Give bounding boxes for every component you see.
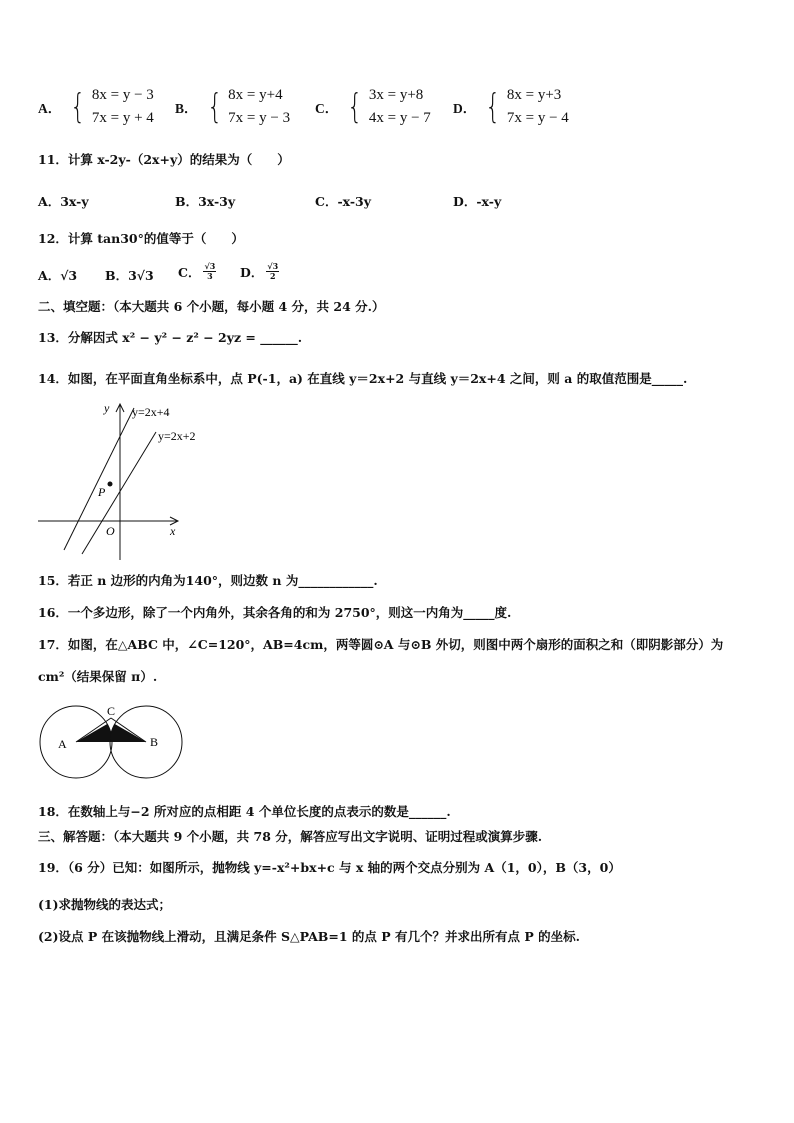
option-label: B． — [175, 101, 198, 116]
option-label: C． — [178, 264, 201, 280]
brace: { — [206, 87, 222, 127]
q13-stem: 13．分解因式 x² − y² − z² − 2yz = ______. — [38, 330, 303, 345]
q14-coordinate-figure — [36, 394, 216, 564]
q11-option-c: C．-x-3y — [315, 194, 372, 209]
q12-stem: 12．计算 tan30°的值等于（ ） — [38, 231, 244, 246]
q12-option-c — [178, 262, 216, 281]
denominator: 3 — [207, 271, 213, 281]
q10-option-d — [453, 84, 569, 130]
q18-stem: 18．在数轴上与−2 所对应的点相距 4 个单位长度的点表示的数是______. — [38, 804, 451, 819]
section-heading-answer: 三、解答题：（本大题共 9 个小题，共 78 分，解答应写出文字说明、证明过程或演算步骤. — [38, 829, 543, 844]
q12-option-a: A．√3 — [38, 268, 78, 283]
equation-system — [482, 84, 569, 130]
equation-system — [344, 84, 431, 130]
equation: 4x = y − 7 — [368, 110, 431, 126]
option-label: A． — [38, 101, 62, 116]
denominator: 2 — [269, 271, 276, 281]
equation: 7x = y − 3 — [228, 110, 291, 126]
q19-part1: (1)求抛物线的表达式； — [38, 897, 172, 912]
equation: 3x = y+8 — [368, 87, 424, 103]
equation: 8x = y − 3 — [91, 87, 154, 103]
numerator: √3 — [204, 261, 216, 271]
equation: 8x = y+4 — [228, 87, 283, 103]
equation-system — [67, 84, 154, 130]
origin-label: O — [106, 524, 115, 538]
q17-stem-continued: cm²（结果保留 π）. — [38, 669, 158, 684]
label-a: A — [58, 737, 67, 751]
fraction — [266, 262, 279, 281]
q19-stem: 19．（6 分）已知：如图所示，抛物线 y=-x²+bx+c 与 x 轴的两个交点分别为 A（1，0），B（3，0） — [38, 860, 621, 875]
line-upper — [64, 408, 134, 550]
q11-stem: 11．计算 x-2y-（2x+y）的结果为（ ） — [38, 152, 290, 167]
point-p-label: P — [98, 485, 106, 499]
q10-option-c — [315, 84, 431, 130]
numerator: √3 — [267, 261, 279, 271]
equation: 7x = y + 4 — [91, 110, 154, 126]
option-label: D． — [240, 264, 264, 280]
equation-system — [204, 84, 291, 130]
brace: { — [347, 87, 363, 127]
equation: 7x = y − 4 — [506, 110, 569, 126]
q17-circles-figure — [36, 698, 186, 784]
q16-stem: 16．一个多边形，除了一个内角外，其余各角的和为 2750°，则这一内角为_____度. — [38, 605, 512, 620]
label-c: C — [107, 704, 116, 718]
q11-option-a: A．3x-y — [38, 194, 89, 209]
line-lower-label: y=2x+2 — [158, 429, 196, 443]
brace: { — [70, 87, 86, 127]
q11-option-b: B．3x-3y — [175, 194, 236, 209]
q10-option-b — [175, 84, 290, 130]
q19-part2: (2)设点 P 在该抛物线上滑动，且满足条件 S△PAB=1 的点 P 有几个？并求出所有点 P 的坐标. — [38, 929, 580, 944]
q11-option-d: D．-x-y — [453, 194, 502, 209]
label-b: B — [150, 735, 159, 749]
q17-stem: 17．如图，在△ABC 中，∠C=120°，AB=4cm，两等圆⊙A 与⊙B 外切，则图中两个扇形的面积之和（即阴影部分）为 — [38, 637, 724, 652]
q10-option-a — [38, 84, 154, 130]
section-heading-fill-in: 二、填空题：（本大题共 6 个小题，每小题 4 分，共 24 分.） — [38, 299, 385, 314]
point-p — [108, 482, 113, 487]
fraction — [203, 262, 216, 281]
line-upper-label: y=2x+4 — [132, 405, 170, 419]
y-axis-label: y — [104, 401, 110, 415]
brace: { — [485, 87, 501, 127]
option-label: D． — [453, 101, 477, 116]
shaded-sector-a — [76, 724, 112, 742]
option-label: C． — [315, 101, 339, 116]
q12-option-d — [240, 262, 279, 281]
q12-option-b: B．3√3 — [105, 268, 154, 283]
equation: 8x = y+3 — [506, 87, 562, 103]
line-lower — [82, 432, 156, 554]
shaded-sector-b — [110, 724, 146, 742]
q15-stem: 15．若正 n 边形的内角为140°，则边数 n 为____________. — [38, 573, 378, 588]
q14-stem: 14．如图，在平面直角坐标系中，点 P(-1，a) 在直线 y＝2x+2 与直线 y＝2x+4 之间，则 a 的取值范围是_____. — [38, 371, 688, 386]
x-axis-label: x — [170, 524, 176, 538]
